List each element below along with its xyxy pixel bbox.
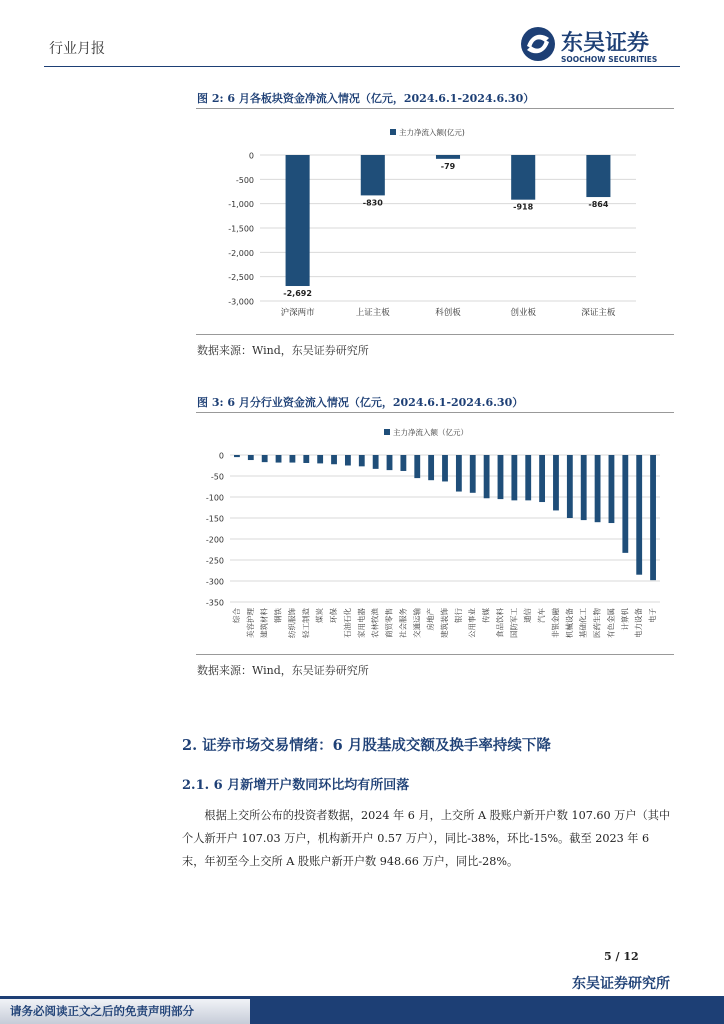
bar bbox=[290, 455, 296, 463]
y-tick-label: -150 bbox=[205, 514, 224, 524]
bar bbox=[470, 455, 476, 493]
x-tick-label: 上证主板 bbox=[355, 308, 390, 318]
bar bbox=[456, 455, 462, 492]
x-tick-label bbox=[647, 608, 657, 623]
svg-text:电子: 电子 bbox=[648, 608, 658, 623]
x-tick-label bbox=[286, 608, 296, 638]
svg-text:建筑装饰: 建筑装饰 bbox=[440, 608, 449, 638]
bar bbox=[234, 455, 240, 457]
brand-en: SOOCHOW SECURITIES bbox=[561, 55, 658, 64]
figure3-source: 数据来源：Wind，东吴证券研究所 bbox=[197, 664, 369, 677]
x-tick-label bbox=[342, 608, 352, 638]
x-tick-label bbox=[411, 608, 421, 638]
legend bbox=[390, 127, 465, 137]
x-tick-label bbox=[300, 608, 310, 638]
bar bbox=[539, 455, 545, 502]
bar bbox=[484, 455, 490, 498]
legend-swatch bbox=[390, 129, 396, 135]
x-tick-label bbox=[273, 608, 283, 623]
y-tick-label: -1,000 bbox=[228, 200, 254, 210]
x-tick-label bbox=[453, 608, 463, 623]
bar bbox=[303, 455, 309, 463]
brand-logo bbox=[519, 24, 679, 68]
y-tick-label: -250 bbox=[205, 556, 224, 566]
svg-text:家用电器: 家用电器 bbox=[356, 608, 366, 638]
x-tick-label bbox=[509, 608, 518, 638]
svg-text:计算机: 计算机 bbox=[620, 608, 630, 631]
legend-label: 主力净流入额(亿元) bbox=[399, 128, 465, 137]
bar bbox=[525, 455, 531, 500]
header-divider bbox=[44, 66, 680, 67]
x-tick-label bbox=[384, 608, 394, 638]
svg-text:商贸零售: 商贸零售 bbox=[384, 608, 394, 638]
figure2-source: 数据来源：Wind，东吴证券研究所 bbox=[197, 344, 369, 357]
legend-swatch bbox=[384, 429, 390, 435]
bar bbox=[248, 455, 254, 460]
svg-text:交通运输: 交通运输 bbox=[412, 608, 422, 638]
bar bbox=[553, 455, 559, 510]
svg-text:公用事业: 公用事业 bbox=[467, 608, 477, 638]
y-tick-label: -2,500 bbox=[228, 273, 254, 283]
bar bbox=[436, 155, 460, 159]
bar bbox=[400, 455, 406, 471]
svg-text:国防军工: 国防军工 bbox=[509, 608, 519, 638]
x-tick-label bbox=[633, 608, 643, 638]
x-tick-label bbox=[314, 608, 324, 623]
bar bbox=[373, 455, 379, 469]
x-tick-label bbox=[481, 608, 491, 623]
x-tick-label bbox=[231, 608, 241, 623]
bar bbox=[317, 455, 323, 463]
x-tick-label bbox=[605, 608, 615, 638]
bar bbox=[650, 455, 656, 580]
data-label: -918 bbox=[513, 202, 534, 212]
bar bbox=[361, 155, 385, 195]
svg-text:煤炭: 煤炭 bbox=[315, 608, 325, 623]
y-tick-label: -50 bbox=[210, 472, 224, 482]
figure3-top-rule bbox=[196, 412, 674, 413]
figure2-caption: 图 2: 6 月各板块资金净流入情况（亿元，2024.6.1-2024.6.30） bbox=[197, 92, 535, 105]
svg-text:纺织服饰: 纺织服饰 bbox=[287, 608, 297, 638]
x-tick-label bbox=[439, 608, 449, 638]
x-tick-label: 科创板 bbox=[435, 308, 461, 318]
bar bbox=[567, 455, 573, 518]
svg-text:银行: 银行 bbox=[453, 608, 463, 623]
brand-mark-icon bbox=[521, 27, 555, 61]
svg-text:医药生物: 医药生物 bbox=[592, 608, 602, 638]
y-tick-label: -300 bbox=[205, 577, 224, 587]
section-heading: 2. 证券市场交易情绪：6 月股基成交额及换手率持续下降 bbox=[182, 737, 551, 754]
y-tick-label: 0 bbox=[248, 151, 254, 161]
bar bbox=[511, 455, 517, 500]
y-tick-label: 0 bbox=[218, 451, 224, 461]
bar bbox=[276, 455, 282, 463]
bar bbox=[262, 455, 268, 462]
svg-text:食品饮料: 食品饮料 bbox=[495, 608, 505, 638]
svg-text:有色金属: 有色金属 bbox=[606, 608, 616, 638]
disclaimer: 请务必阅读正文之后的免责声明部分 bbox=[10, 1004, 194, 1018]
data-label: -2,692 bbox=[283, 289, 312, 299]
body-paragraph: 根据上交所公布的投资者数据，2024 年 6 月，上交所 A 股账户新开户数 107.60 万户（其中个人新开户 107.03 万户，机构新开户 0.57 万户），同比-38%，环比-15%。截至 2023 年 6 末，年初至今上交所 A 股账户新开户数 948.66 万户，同比-28%。 bbox=[182, 809, 671, 868]
bar bbox=[498, 455, 504, 499]
data-label: -830 bbox=[362, 198, 383, 208]
svg-text:房地产: 房地产 bbox=[426, 608, 436, 631]
bar bbox=[359, 455, 365, 466]
svg-text:机械设备: 机械设备 bbox=[564, 608, 574, 638]
figure3-caption: 图 3: 6 月分行业资金流入情况（亿元，2024.6.1-2024.6.30） bbox=[197, 396, 524, 409]
bar bbox=[581, 455, 587, 520]
x-tick-label bbox=[494, 608, 504, 638]
svg-text:综合: 综合 bbox=[231, 608, 241, 623]
x-tick-label bbox=[536, 608, 546, 623]
x-tick-label bbox=[425, 608, 435, 631]
x-tick-label bbox=[578, 608, 588, 638]
bar bbox=[636, 455, 642, 575]
y-tick-label: -2,000 bbox=[228, 248, 254, 258]
legend-label: 主力净流入额（亿元） bbox=[393, 428, 468, 437]
x-tick-label bbox=[370, 608, 380, 638]
bar bbox=[442, 455, 448, 481]
svg-text:通信: 通信 bbox=[523, 608, 533, 623]
bar bbox=[345, 455, 351, 466]
bar bbox=[586, 155, 610, 197]
page-number: 5 / 12 bbox=[604, 950, 639, 963]
y-tick-label: -350 bbox=[205, 598, 224, 608]
bar bbox=[595, 455, 601, 522]
x-tick-label: 创业板 bbox=[510, 308, 536, 318]
svg-text:非银金融: 非银金融 bbox=[550, 608, 560, 638]
svg-text:基础化工: 基础化工 bbox=[578, 608, 588, 638]
y-tick-label: -3,000 bbox=[228, 297, 254, 307]
x-tick-label bbox=[245, 608, 255, 638]
brand-cn: 东吴证券 bbox=[561, 31, 650, 56]
x-tick-label: 沪深两市 bbox=[280, 308, 315, 318]
x-tick-label bbox=[397, 608, 407, 638]
figure2-bottom-rule bbox=[196, 334, 674, 335]
figure2-top-rule bbox=[196, 108, 674, 109]
x-tick-label bbox=[619, 608, 629, 631]
x-tick-label: 深证主板 bbox=[581, 308, 616, 318]
report-type: 行业月报 bbox=[49, 41, 105, 57]
bar bbox=[387, 455, 393, 470]
y-tick-label: -100 bbox=[205, 493, 224, 503]
bar bbox=[331, 455, 337, 464]
data-label: -79 bbox=[440, 161, 456, 171]
x-tick-label bbox=[592, 608, 602, 638]
bar bbox=[511, 155, 535, 200]
subsection-heading: 2.1. 6 月新增开户数同环比均有所回落 bbox=[182, 778, 410, 793]
legend bbox=[384, 427, 468, 437]
svg-text:电力设备: 电力设备 bbox=[634, 608, 644, 638]
svg-text:汽车: 汽车 bbox=[537, 608, 547, 623]
svg-text:石油石化: 石油石化 bbox=[342, 608, 352, 638]
bar bbox=[428, 455, 434, 480]
y-tick-label: -500 bbox=[235, 175, 254, 185]
bar bbox=[622, 455, 628, 553]
figure3-bottom-rule bbox=[196, 654, 674, 655]
x-tick-label bbox=[467, 608, 477, 638]
x-tick-label bbox=[259, 608, 269, 638]
y-tick-label: -200 bbox=[205, 535, 224, 545]
svg-text:环保: 环保 bbox=[329, 608, 339, 623]
x-tick-label bbox=[550, 608, 560, 638]
bar bbox=[609, 455, 615, 523]
figure3-chart bbox=[196, 416, 674, 652]
figure2-chart bbox=[196, 112, 674, 332]
svg-text:传媒: 传媒 bbox=[481, 608, 491, 623]
x-tick-label bbox=[356, 608, 366, 638]
x-tick-label bbox=[522, 608, 532, 623]
svg-text:轻工制造: 轻工制造 bbox=[301, 608, 311, 638]
bar bbox=[414, 455, 420, 478]
y-tick-label: -1,500 bbox=[228, 224, 254, 234]
footer-institute: 东吴证券研究所 bbox=[572, 976, 670, 992]
svg-text:钢铁: 钢铁 bbox=[273, 608, 283, 623]
svg-text:建筑材料: 建筑材料 bbox=[259, 608, 269, 638]
svg-text:美容护理: 美容护理 bbox=[245, 608, 255, 638]
svg-text:社会服务: 社会服务 bbox=[398, 608, 408, 638]
data-label: -864 bbox=[588, 200, 609, 210]
x-tick-label bbox=[329, 608, 338, 623]
svg-text:农林牧渔: 农林牧渔 bbox=[370, 608, 380, 638]
x-tick-label bbox=[564, 608, 574, 638]
bar bbox=[286, 155, 310, 286]
